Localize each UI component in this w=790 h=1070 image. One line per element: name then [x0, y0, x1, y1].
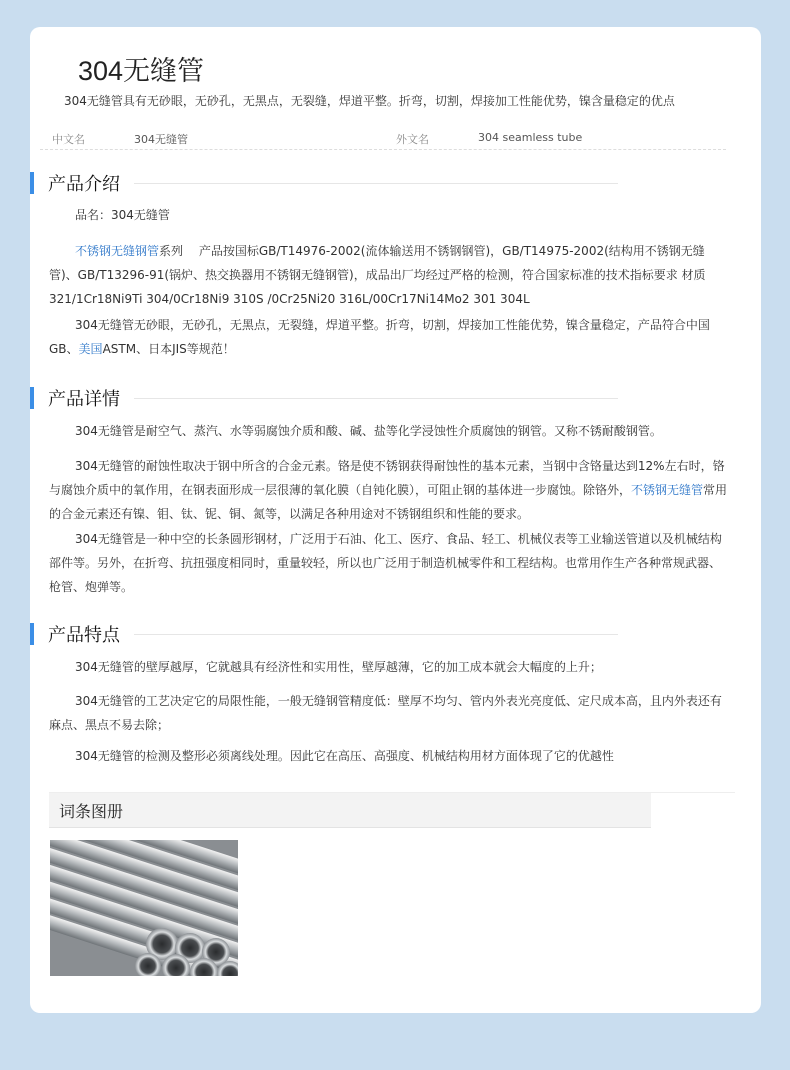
section-details-header: [30, 387, 650, 409]
intro-paragraph-2: [49, 313, 729, 361]
details-paragraph-2: [49, 454, 729, 526]
content-card: [30, 27, 761, 1013]
section-intro-title: 产品介绍: [48, 174, 120, 195]
gallery-title: 词条图册: [59, 802, 124, 821]
features-paragraph-1: 304无缝管的壁厚越厚，它就越具有经济性和实用性，壁厚越薄，它的加工成本就会大幅度的上升；: [75, 660, 602, 674]
section-accent-bar: [30, 623, 34, 645]
details-paragraph-2-text-b: 常用的合金元素还有镍、钼、钛、铌、铜、氮等，以满足各种用途对不锈钢组织和性能的要求。: [49, 483, 728, 521]
features-paragraph-3: 304无缝管的检测及整形必须离线处理。因此它在高压、高强度、机械结构用材方面体现了它的优越性: [75, 749, 614, 763]
chinese-name-value: 304无缝管: [134, 133, 188, 146]
section-accent-bar: [30, 387, 34, 409]
intro-paragraph-2-text-b: ASTM、日本JIS等规范！: [102, 342, 235, 356]
details-paragraph-1: 304无缝管是耐空气、蒸汽、水等弱腐蚀介质和酸、碱、盐等化学浸蚀性介质腐蚀的钢管。又称不锈耐酸钢管。: [75, 424, 662, 438]
section-features-title: 产品特点: [48, 625, 120, 646]
stainless-seamless-steel-pipe-link[interactable]: 不锈钢无缝钢管: [75, 244, 160, 258]
section-features-header: [30, 623, 650, 645]
product-name-line: 品名：304无缝管: [75, 208, 170, 222]
section-divider: [134, 183, 618, 184]
section-divider: [134, 398, 618, 399]
details-paragraph-2-text-a: 304无缝管的耐蚀性取决于钢中所含的合金元素。铬是使不锈钢获得耐蚀性的基本元素，当钢中含铬量达到12%左右时，铬与腐蚀介质中的氧作用，在钢表面形成一层很薄的氧化膜（自钝化膜），可阻止钢的基体进一步腐蚀。除铬外，: [49, 459, 725, 497]
foreign-name-value: 304 seamless tube: [478, 131, 583, 144]
features-paragraph-2: 304无缝管的工艺决定它的局限性能，一般无缝钢管精度低：壁厚不均匀、管内外表光亮度低、定尺成本高，且内外表还有麻点、黑点不易去除；: [49, 694, 722, 732]
intro-paragraph-2-text-a: 304无缝管无砂眼，无砂孔，无黑点，无裂缝，焊道平整。折弯，切割，焊接加工性能优势，镍含量稳定，产品符合中国GB、: [49, 318, 710, 356]
chinese-name-label: 中文名: [52, 133, 85, 146]
info-row: [40, 127, 726, 150]
page-summary: 304无缝管具有无砂眼，无砂孔，无黑点，无裂缝，焊道平整。折弯，切割，焊接加工性能优势，镍含量稳定的优点: [64, 94, 675, 108]
section-accent-bar: [30, 172, 34, 194]
details-paragraph-3: 304无缝管是一种中空的长条圆形钢材，广泛用于石油、化工、医疗、食品、轻工、机械仪表等工业输送管道以及机械结构部件等。另外，在折弯、抗扭强度相同时，重量较轻，所以也广泛用于制造机械零件和工程结构。也常用作生产各种常规武器、枪管、炮弹等。: [49, 532, 722, 594]
stainless-seamless-pipe-link[interactable]: 不锈钢无缝管: [631, 483, 704, 497]
foreign-name-label: 外文名: [396, 133, 429, 146]
steel-pipes-thumbnail[interactable]: [50, 840, 238, 976]
intro-paragraph-1: [49, 239, 729, 311]
section-intro-header: [30, 172, 650, 194]
usa-link[interactable]: 美国: [78, 342, 103, 356]
section-details-title: 产品详情: [48, 389, 120, 410]
section-divider: [134, 634, 618, 635]
intro-paragraph-1-text: 系列 产品按国标GB/T14976-2002(流体输送用不锈钢钢管)，GB/T14975-2002(结构用不锈钢无缝管)、GB/T13296-91(锅炉、热交换器用不锈钢无缝钢管)，成品出厂均经过严格的检测，符合国家标准的技术指标要求 材质321/1Cr18Ni9Ti 304/0Cr18Ni9 310S /0Cr25Ni20 316L/00Cr17Ni14Mo2 301 304L: [49, 244, 706, 306]
gallery-header: [49, 793, 651, 828]
page-title: 304无缝管: [78, 56, 205, 86]
